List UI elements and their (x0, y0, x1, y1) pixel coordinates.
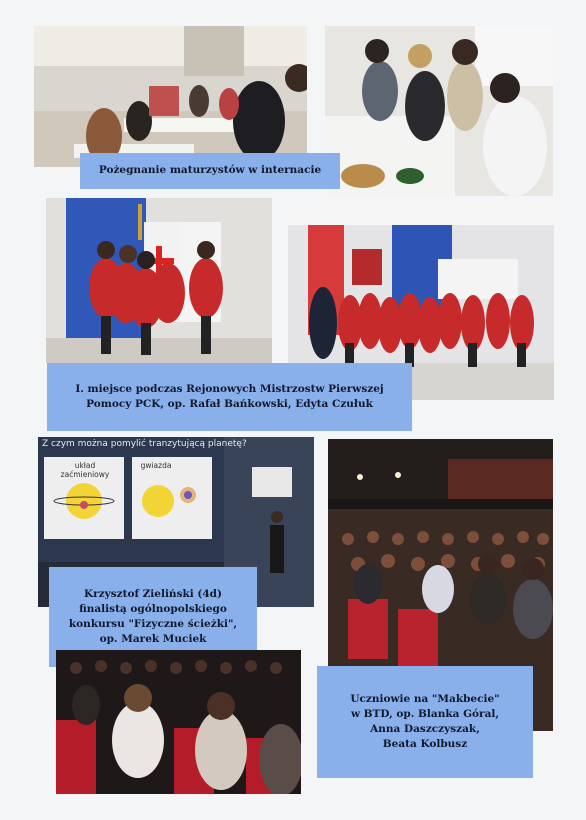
photo-farewell-dining-room (34, 26, 307, 167)
photo-first-aid-team (46, 198, 272, 363)
caption-macbeth-line4: Beata Kolbusz (382, 738, 468, 751)
slide-question: Z czym można pomylić tranzytującą planetę? (42, 439, 247, 449)
slide-panel-left-label: układ zaćmieniowy (60, 461, 110, 479)
photo-cinema-audience (56, 650, 301, 794)
caption-physics-line1: Krzysztof Zieliński (4d) (84, 587, 222, 600)
caption-first-aid (47, 363, 412, 431)
caption-physics-line3: konkursu "Fizyczne ścieżki", (68, 618, 238, 630)
photo-farewell-table (325, 26, 553, 196)
caption-farewell-text: Pożegnanie maturzystów w internacie (98, 164, 322, 177)
caption-macbeth-line1: Uczniowie na "Makbecie" (350, 692, 500, 705)
caption-first-aid-line2: Pomocy PCK, op. Rafał Bańkowski, Edyta Czułuk (86, 398, 373, 410)
caption-first-aid-line1: I. miejsce podczas Rejonowych Mistrzostw Pierwszej (75, 382, 384, 395)
caption-macbeth (317, 666, 533, 778)
slide-panel-right-label: gwiazda (140, 461, 172, 470)
caption-macbeth-line3: Anna Daszczyszak, (370, 723, 480, 735)
caption-physics-line4: op. Marek Muciek (99, 633, 207, 646)
caption-physics-line2: finalistą ogólnopolskiego (79, 602, 227, 615)
caption-farewell (80, 153, 340, 189)
caption-macbeth-line2: w BTD, op. Blanka Góral, (350, 707, 500, 720)
